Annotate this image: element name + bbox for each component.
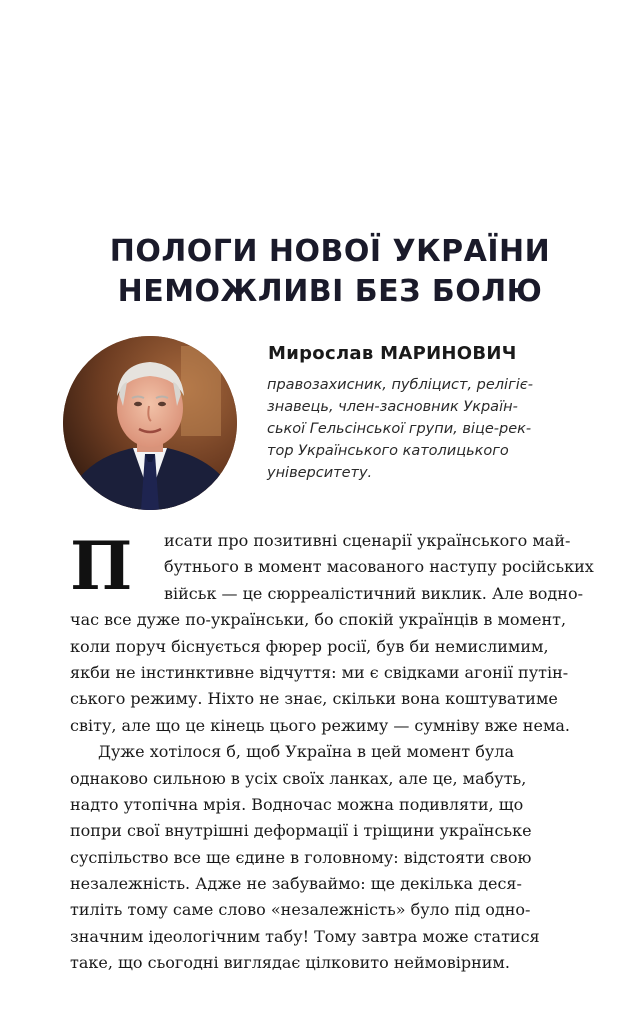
author-photo — [63, 336, 237, 510]
text-line: значним ідеологічним табу! Тому завтра може статися — [70, 926, 540, 946]
article-body — [70, 528, 618, 977]
author-portrait-image — [63, 336, 237, 510]
text-line: надто утопічна мрія. Водночас можна подивляти, що — [70, 794, 524, 814]
text-line: коли поруч біснується фюрер росії, був би немислимим, — [70, 636, 549, 656]
text-line: військ — це сюрреалістичний виклик. Але водно- — [164, 583, 583, 603]
text-line: Дуже хотілося б, щоб Україна в цей момент була — [98, 742, 514, 762]
text-line: суспільство все ще єдине в головному: відстояти свою — [70, 847, 532, 867]
author-bio-line: ської Гельсінської групи, віце-рек- — [267, 421, 532, 437]
text-line: попри свої внутрішні деформації і тріщини українське — [70, 821, 532, 841]
text-line: якби не інстинктивне відчуття: ми є свідками агонії путін- — [70, 662, 569, 682]
text-line: бутнього в момент масованого наступу російських — [164, 557, 594, 577]
article-title-line-2: НЕМОЖЛИВІ БЕЗ БОЛЮ — [117, 274, 543, 309]
author-name: Мирослав МАРИНОВИЧ — [268, 343, 517, 364]
article-title-line-1: ПОЛОГИ НОВОЇ УКРАЇНИ — [109, 234, 551, 269]
text-line: тиліть тому саме слово «незалежність» було під одно- — [70, 900, 531, 920]
text-line: таке, що сьогодні виглядає цілковито неймовірним. — [70, 953, 510, 973]
author-bio-line: університету. — [267, 465, 373, 481]
text-line: світу, але що це кінець цього режиму — сумніву вже нема. — [70, 715, 571, 735]
text-line: однаково сильною в усіх своїх ланках, але це, мабуть, — [70, 768, 527, 788]
text-line: ського режиму. Ніхто не знає, скільки вона коштуватиме — [70, 689, 558, 709]
text-line: час все дуже по-українськи, бо спокій українців в момент, — [70, 610, 567, 630]
text-line: незалежність. Адже не забуваймо: ще декілька деся- — [70, 874, 522, 894]
paragraph-1 — [70, 528, 618, 739]
author-bio — [267, 374, 607, 484]
paragraph-2 — [70, 739, 618, 977]
article-title — [60, 232, 600, 312]
text-line: исати про позитивні сценарії українського май- — [164, 531, 571, 550]
author-bio-line: тор Українського католицького — [267, 443, 509, 459]
drop-cap: П — [70, 527, 133, 605]
author-bio-line: правозахисник, публіцист, релігіє- — [267, 377, 533, 393]
author-bio-line: знавець, член-засновник Україн- — [267, 399, 518, 415]
